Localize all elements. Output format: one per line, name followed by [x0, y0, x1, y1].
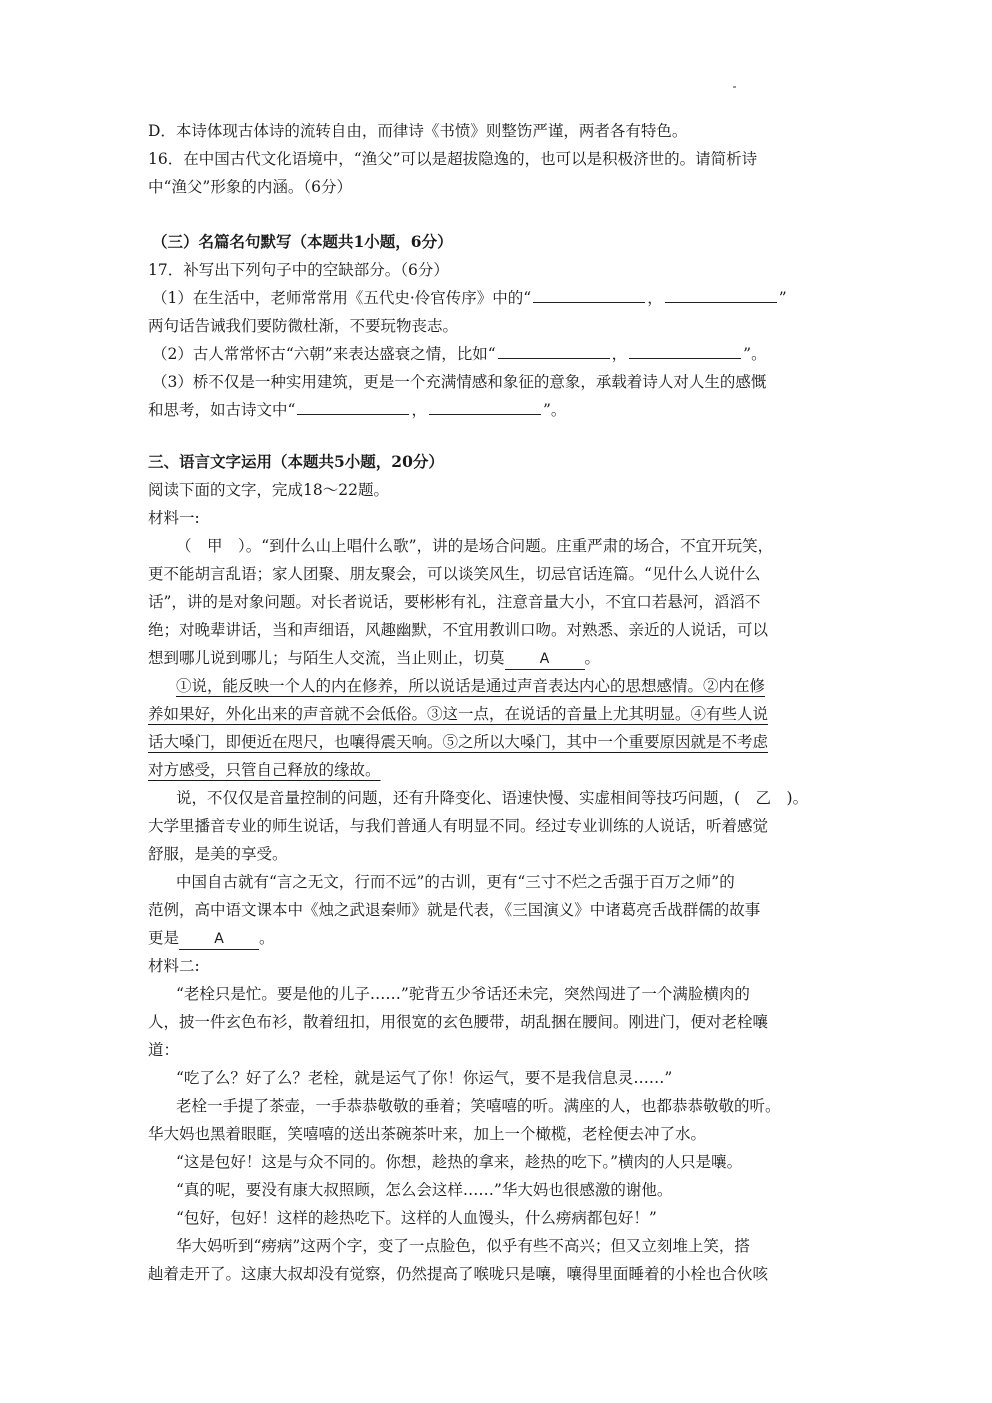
question-17-2 — [152, 340, 852, 368]
story-line: “吃了么？好了么？老栓，就是运气了你！你运气，要不是我信息灵……” — [176, 1069, 673, 1087]
paragraph-2-line: 说，不仅仅是音量控制的问题，还有升降变化、语速快慢、实虚相间等技巧问题，( 乙 )。 — [176, 789, 809, 807]
option-d: D．本诗体现古体诗的流转自由，而律诗《书愤》则整饬严谨，两者各有特色。 — [148, 122, 688, 140]
answer-blank[interactable] — [297, 396, 409, 415]
underlined-passage-line: 对方感受，只管自己释放的缘故。 — [148, 761, 381, 779]
paragraph-1-line: 话”，讲的是对象问题。对长者说话，要彬彬有礼，注意音量大小，不宜口若悬河，滔滔不 — [148, 593, 761, 611]
story-line: 道： — [148, 1041, 180, 1059]
story-line: 华大妈也黑着眼眶，笑嘻嘻的送出茶碗茶叶来，加上一个橄榄，老栓便去冲了水。 — [148, 1125, 707, 1143]
q17-3-comma: ， — [411, 401, 427, 419]
paragraph-1-line: 绝；对晚辈讲话，当和声细语，风趣幽默，不宜用教训口吻。对熟悉、亲近的人说话，可以 — [148, 621, 769, 639]
q17-2-text: （2）古人常常怀古“六朝”来表达盛衰之情，比如“ — [152, 345, 496, 363]
question-16-cont: 中“渔父”形象的内涵。（6分） — [148, 178, 352, 196]
scan-speck — [733, 86, 736, 88]
section-heading-language: 三、语言文字运用（本题共5小题，20分） — [148, 452, 444, 471]
question-17-1 — [152, 284, 852, 312]
q17-2-comma: ， — [611, 345, 628, 363]
story-line: 赸着走开了。这康大叔却没有觉察，仍然提高了喉咙只是嚷，嚷得里面睡着的小栓也合伙咳 — [148, 1265, 769, 1283]
material-two-label: 材料二: — [148, 957, 200, 975]
answer-blank[interactable] — [429, 396, 541, 415]
question-17-3-cont — [148, 396, 848, 424]
paragraph-1-line — [148, 644, 848, 672]
paragraph-2-line: 大学里播音专业的师生说话，与我们普通人有明显不同。经过专业训练的人说话，听着感觉 — [148, 817, 769, 835]
paragraph-1-line: （ 甲 ）。“到什么山上唱什么歌”，讲的是场合问题。庄重严肃的场合，不宜开玩笑， — [176, 537, 774, 555]
answer-blank-a[interactable]: A — [505, 649, 585, 670]
answer-blank[interactable] — [665, 284, 777, 303]
paragraph-3-text: 更是 — [148, 929, 180, 947]
paragraph-3-line: 范例，高中语文课本中《烛之武退秦师》就是代表，《三国演义》中诸葛亮舌战群儒的故事 — [148, 901, 761, 919]
q17-2-close: ”。 — [743, 345, 767, 363]
reading-instruction: 阅读下面的文字，完成18～22题。 — [148, 481, 389, 499]
question-17-1-cont: 两句话告诫我们要防微杜渐，不要玩物丧志。 — [148, 317, 459, 335]
paragraph-1-line: 更不能胡言乱语；家人团聚、朋友聚会，可以谈笑风生，切忌官话连篇。“见什么人说什么 — [148, 565, 761, 583]
answer-blank[interactable] — [629, 340, 741, 359]
story-line: 华大妈听到“痨病”这两个字，变了一点脸色，似乎有些不高兴；但又立刻堆上笑，搭 — [176, 1237, 750, 1255]
underlined-passage-line: 养如果好，外化出来的声音就不会低俗。③这一点，在说话的音量上尤其明显。④有些人说 — [148, 705, 769, 723]
paragraph-2-line: 舒服，是美的享受。 — [148, 845, 288, 863]
paragraph-1-end: 。 — [584, 649, 601, 667]
paragraph-3-end: 。 — [259, 929, 275, 947]
question-17-3: （3）桥不仅是一种实用建筑，更是一个充满情感和象征的意象，承载着诗人对人生的感慨 — [152, 373, 767, 391]
answer-blank-a[interactable]: A — [179, 929, 259, 950]
answer-blank[interactable] — [498, 340, 610, 359]
q17-3-text: 和思考，如古诗文中“ — [148, 401, 296, 419]
story-line: “包好，包好！这样的趁热吃下。这样的人血馒头，什么痨病都包好！” — [176, 1209, 657, 1227]
q17-1-text: （1）在生活中，老师常常用《五代史·伶官传序》中的“ — [152, 289, 532, 307]
paragraph-1-text: 想到哪儿说到哪儿；与陌生人交流，当止则止，切莫 — [148, 649, 505, 667]
paragraph-3-line: 中国自古就有“言之无文，行而不远”的古训，更有“三寸不烂之舌强于百万之师”的 — [176, 873, 735, 891]
story-line: “老栓只是忙。要是他的儿子……”驼背五少爷话还未完，突然闯进了一个满脸横肉的 — [176, 985, 750, 1003]
underlined-passage-line: ①说，能反映一个人的内在修养，所以说话是通过声音表达内心的思想感情。②内在修 — [176, 677, 766, 695]
underlined-passage-line: 话大嗓门，即便近在咫尺，也嚷得震天响。⑤之所以大嗓门，其中一个重要原因就是不考虑 — [148, 733, 769, 751]
q17-1-comma: ， — [647, 289, 663, 307]
question-16: 16．在中国古代文化语境中，“渔父”可以是超拔隐逸的，也可以是积极济世的。请简析诗 — [148, 150, 758, 168]
paragraph-3-line — [148, 924, 848, 952]
answer-blank[interactable] — [533, 284, 645, 303]
section-heading-recitation: （三）名篇名句默写（本题共1小题，6分） — [152, 232, 453, 251]
question-17: 17．补写出下列句子中的空缺部分。（6分） — [148, 261, 449, 279]
q17-1-close: ” — [778, 289, 787, 307]
story-line: 老栓一手提了茶壶，一手恭恭敬敬的垂着；笑嘻嘻的听。满座的人，也都恭恭敬敬的听。 — [176, 1097, 781, 1115]
story-line: “这是包好！这是与众不同的。你想，趁热的拿来，趁热的吃下。”横肉的人只是嚷。 — [176, 1153, 743, 1171]
material-one-label: 材料一: — [148, 509, 200, 527]
story-line: 人，披一件玄色布衫，散着纽扣，用很宽的玄色腰带，胡乱捆在腰间。刚进门，便对老栓嚷 — [148, 1013, 769, 1031]
story-line: “真的呢，要没有康大叔照顾，怎么会这样……”华大妈也很感激的谢他。 — [176, 1181, 673, 1199]
q17-3-close: ”。 — [542, 401, 567, 419]
